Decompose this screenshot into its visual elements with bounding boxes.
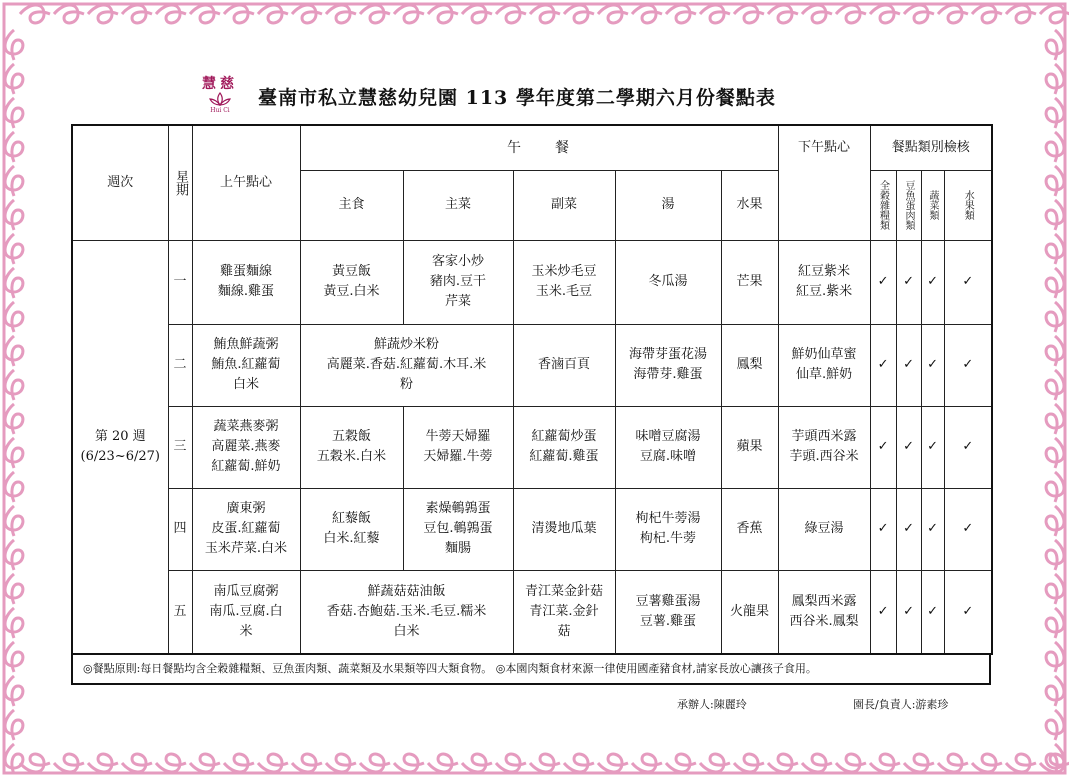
main-dish-cell [403,240,513,324]
check-cell: ✓ [921,324,944,406]
staple-cell-line: 黃豆.白米 [323,284,380,299]
soup-cell-line: 枸杞牛蒡湯 [635,511,701,526]
check-cell: ✓ [870,406,896,488]
afternoon-snack-cell-line: 仙草.鮮奶 [795,367,853,382]
week-cell [72,240,168,654]
afternoon-snack-cell-line: 紅豆.紫米 [795,284,853,299]
check-cell: ✓ [944,570,992,654]
logo-subtext: Hui Ci [210,107,230,114]
afternoon-snack-cell-line: 芋頭.西谷米 [789,449,859,464]
morning-snack-cell-line: 皮蛋.紅蘿蔔 [211,521,281,536]
main-dish-cell-line: 天婦羅.牛蒡 [423,449,493,464]
side-dish-cell-line: 菇 [557,623,571,639]
check-cell: ✓ [944,406,992,488]
director-signature: 園長/負責人:游素珍 [853,698,949,711]
fruit-cell: 鳳梨 [721,324,778,406]
staple-cell-line: 五穀米.白米 [316,449,387,464]
main-dish-cell [403,488,513,570]
col-afternoon-snack: 下午點心 [778,125,870,240]
staple-main-cell-line: 白米 [393,623,420,639]
staple-main-cell-line: 高麗菜.香菇.紅蘿蔔.木耳.米 [326,357,487,372]
check-cell: ✓ [896,406,921,488]
table-row [72,324,992,406]
col-day: 星期 [168,125,192,240]
check-cell: ✓ [944,324,992,406]
check-cell: ✓ [944,488,992,570]
main-dish-cell-line: 客家小炒 [431,254,484,269]
soup-cell-line: 海帶芽蛋花湯 [628,347,707,362]
morning-snack-cell [192,406,300,488]
col-check-vegetable: 蔬菜類 [921,170,944,240]
main-dish-cell-line: 素燥鵪鶉蛋 [425,501,491,516]
footnote: ◎餐點原則:每日餐點均含全穀雜糧類、豆魚蛋肉類、蔬菜類及水果類等四大類食物。 ◎本園肉類食材來源一律使用國產豬食材,請家長放心讓孩子食用。 [71,653,991,685]
logo-text: 慧慈 [202,76,238,92]
morning-snack-cell-line: 蔬菜燕麥粥 [213,419,279,434]
soup-cell [615,324,721,406]
morning-snack-cell [192,570,300,654]
afternoon-snack-cell-line: 紅豆紫米 [798,264,851,279]
soup-cell-line: 豆腐.味噌 [639,449,697,464]
side-dish-cell-line: 紅蘿蔔.雞蛋 [529,449,599,464]
check-cell: ✓ [944,240,992,324]
page-header [190,72,890,120]
main-dish-cell [403,406,513,488]
staple-main-cell [300,324,513,406]
staple-main-cell [300,570,513,654]
afternoon-snack-cell-line: 西谷米.鳳梨 [789,613,859,629]
staple-main-cell-line: 鮮蔬炒米粉 [373,337,439,352]
fruit-cell: 蘋果 [721,406,778,488]
afternoon-snack-cell-line: 鳳梨西米露 [791,593,857,609]
school-logo [190,72,250,120]
check-cell: ✓ [921,488,944,570]
morning-snack-cell-line: 鮪魚.紅蘿蔔 [211,357,281,372]
lotus-icon [207,91,233,107]
col-staple: 主食 [300,170,403,240]
side-dish-cell [513,406,615,488]
col-soup: 湯 [615,170,721,240]
staple-cell-line: 白米.紅藜 [323,531,380,546]
check-cell: ✓ [896,570,921,654]
check-cell: ✓ [896,240,921,324]
check-cell: ✓ [921,570,944,654]
afternoon-snack-cell [778,406,870,488]
table-row [72,570,992,654]
check-cell: ✓ [870,240,896,324]
morning-snack-cell-line: 紅蘿蔔.鮮奶 [211,459,281,474]
staple-cell [300,240,403,324]
staple-main-cell-line: 鮮蔬菇菇油飯 [367,583,446,599]
col-side-dish: 副菜 [513,170,615,240]
check-cell: ✓ [870,488,896,570]
check-cell: ✓ [921,240,944,324]
col-main-dish: 主菜 [403,170,513,240]
side-dish-cell-line: 青江菜.金針 [529,603,599,619]
fruit-cell: 香蕉 [721,488,778,570]
afternoon-snack-cell [778,324,870,406]
week-range: (6/23~6/27) [80,448,160,464]
afternoon-snack-cell [778,570,870,654]
morning-snack-cell-line: 高麗菜.燕麥 [211,439,281,454]
soup-cell [615,488,721,570]
side-dish-cell-line: 青江菜金針菇 [524,583,603,599]
side-dish-cell [513,240,615,324]
morning-snack-cell-line: 雞蛋麵線 [219,264,272,279]
day-cell: 四 [168,488,192,570]
afternoon-snack-cell-line: 芋頭西米露 [791,429,857,444]
side-dish-cell-line: 玉米炒毛豆 [531,264,597,279]
side-dish-cell [513,570,615,654]
staple-cell-line: 黃豆飯 [331,264,371,279]
col-check-grains: 全穀雜糧類 [870,170,896,240]
side-dish-cell [513,488,615,570]
organizer-signature: 承辦人:陳麗玲 [677,698,747,711]
side-dish-cell [513,324,615,406]
check-cell: ✓ [870,324,896,406]
day-cell: 二 [168,324,192,406]
main-dish-cell-line: 豆包.鵪鶉蛋 [423,521,493,536]
afternoon-snack-cell-line: 鮮奶仙草蜜 [791,347,857,362]
col-lunch: 午 餐 [300,125,778,170]
main-dish-cell-line: 芹菜 [444,294,471,309]
morning-snack-cell-line: 廣東粥 [226,501,266,516]
side-dish-cell-line: 清燙地瓜葉 [531,521,597,536]
morning-snack-cell [192,240,300,324]
fruit-cell: 芒果 [721,240,778,324]
staple-cell [300,488,403,570]
fruit-cell: 火龍果 [721,570,778,654]
side-dish-cell-line: 玉米.毛豆 [535,284,593,299]
col-morning-snack: 上午點心 [192,125,300,240]
soup-cell-line: 豆薯.雞蛋 [639,613,697,629]
morning-snack-cell-line: 米 [239,623,253,639]
table-row [72,406,992,488]
soup-cell-line: 海帶芽.雞蛋 [633,367,703,382]
morning-snack-cell-line: 白米 [232,377,259,392]
staple-main-cell-line: 香菇.杏鮑菇.玉米.毛豆.糯米 [326,603,487,619]
staple-cell-line: 紅藜飯 [331,511,371,526]
check-cell: ✓ [921,406,944,488]
page-title: 臺南市私立慧慈幼兒園 113 學年度第二學期六月份餐點表 [258,86,776,109]
morning-snack-cell-line: 麵線.雞蛋 [217,284,275,299]
morning-snack-cell-line: 南瓜豆腐粥 [213,583,279,599]
day-cell: 一 [168,240,192,324]
staple-main-cell-line: 粉 [399,377,413,392]
soup-cell-line: 豆薯雞蛋湯 [635,593,701,609]
side-dish-cell-line: 香滷百頁 [537,357,590,372]
soup-cell-line: 冬瓜湯 [648,274,688,289]
side-dish-cell-line: 紅蘿蔔炒蛋 [531,429,597,444]
check-cell: ✓ [870,570,896,654]
morning-snack-cell-line: 鮪魚鮮蔬粥 [213,337,279,352]
staple-cell-line: 五穀飯 [331,429,371,444]
day-cell: 五 [168,570,192,654]
morning-snack-cell [192,488,300,570]
check-cell: ✓ [896,488,921,570]
col-check-protein: 豆魚蛋肉類 [896,170,921,240]
col-week: 週次 [72,125,168,240]
soup-cell-line: 味噌豆腐湯 [635,429,701,444]
afternoon-snack-cell [778,240,870,324]
morning-snack-cell [192,324,300,406]
main-dish-cell-line: 豬肉.豆干 [429,274,487,289]
morning-snack-cell-line: 玉米芹菜.白米 [204,541,288,556]
afternoon-snack-cell [778,488,870,570]
check-cell: ✓ [896,324,921,406]
staple-cell [300,406,403,488]
soup-cell [615,240,721,324]
meal-table [71,124,993,655]
main-dish-cell-line: 牛蒡天婦羅 [425,429,491,444]
table-row [72,240,992,324]
col-check-fruit: 水果類 [944,170,992,240]
afternoon-snack-cell-line: 綠豆湯 [804,521,844,536]
week-label: 第 20 週 [94,428,146,444]
main-dish-cell-line: 麵腸 [444,541,471,556]
day-cell: 三 [168,406,192,488]
morning-snack-cell-line: 南瓜.豆腐.白 [209,603,283,619]
soup-cell [615,570,721,654]
soup-cell-line: 枸杞.牛蒡 [639,531,697,546]
table-row [72,488,992,570]
soup-cell [615,406,721,488]
col-check: 餐點類別檢核 [870,125,992,170]
col-fruit: 水果 [721,170,778,240]
